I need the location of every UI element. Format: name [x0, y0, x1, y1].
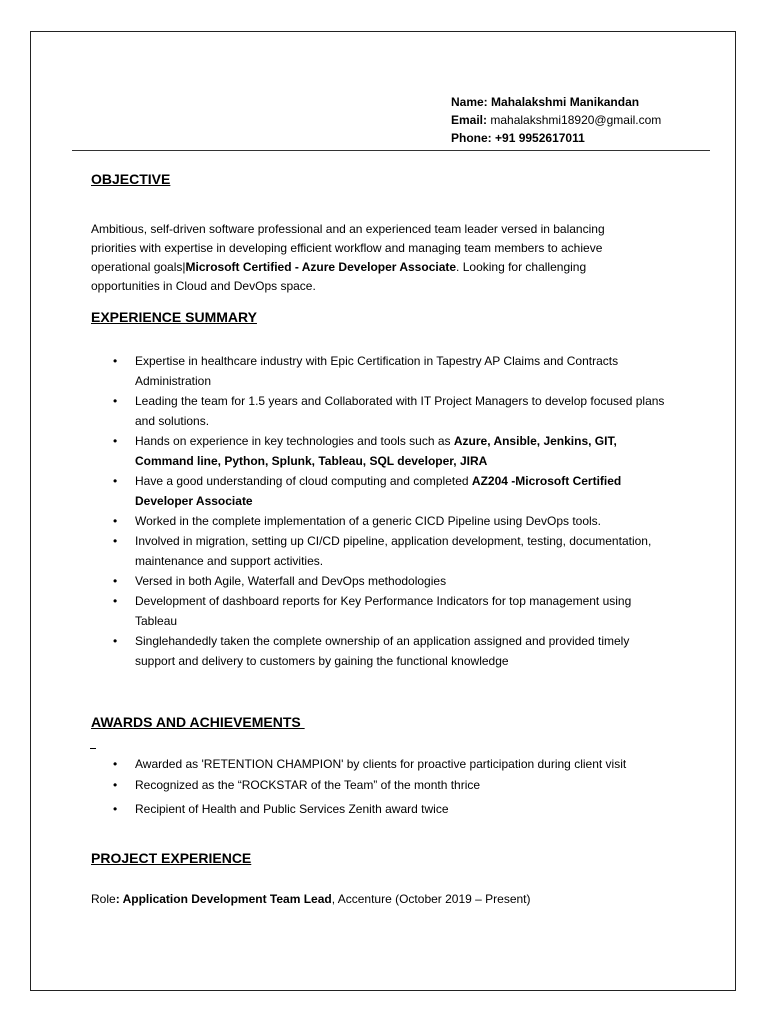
list-item [91, 471, 671, 511]
list-item-text: Recognized as the “ROCKSTAR of the Team” of the month thrice [135, 778, 481, 792]
bullet-icon: • [113, 757, 118, 771]
contact-phone [451, 129, 661, 147]
list-item-text: Versed in both Agile, Waterfall and DevOps methodologies [135, 574, 447, 588]
list-item [91, 571, 671, 591]
list-item-text: Involved in migration, setting up CI/CD pipeline, application development, testing, documentation, maintenance and support activities. [135, 534, 652, 568]
phone-label: Phone: [451, 131, 492, 145]
bullet-icon: • [113, 534, 118, 548]
header-divider [72, 150, 710, 151]
list-item [91, 775, 671, 795]
list-item [91, 531, 671, 571]
bullet-icon: • [113, 474, 118, 488]
list-item [91, 591, 671, 631]
list-item [91, 431, 671, 471]
email-value: mahalakshmi18920@gmail.com [490, 113, 662, 127]
name-value: Mahalakshmi Manikandan [491, 95, 640, 109]
list-item [91, 511, 671, 531]
contact-email [451, 111, 661, 129]
objective-text-bold: Microsoft Certified - Azure Developer Associate [185, 260, 457, 274]
role-label: Role [91, 892, 116, 906]
project-heading: PROJECT EXPERIENCE [91, 850, 252, 866]
list-item-text: Development of dashboard reports for Key Performance Indicators for top management using Tableau [135, 594, 632, 628]
list-item [91, 799, 671, 819]
objective-text-2: . Looking for challenging opportunities in Cloud and DevOps space. [91, 260, 587, 293]
list-item-bold: AZ204 -Microsoft Certified Developer Associate [135, 474, 622, 508]
list-item-bold: Azure, Ansible, Jenkins, GIT, Command line, Python, Splunk, Tableau, SQL developer, JIRA [135, 434, 617, 468]
phone-value: +91 9952617011 [495, 131, 585, 145]
list-item-text: Awarded as 'RETENTION CHAMPION' by clients for proactive participation during client visit [135, 757, 627, 771]
list-item [91, 631, 671, 671]
email-label: Email: [451, 113, 488, 127]
list-item-text: Hands on experience in key technologies and tools such as [135, 434, 454, 448]
list-item-text: Worked in the complete implementation of a generic CICD Pipeline using DevOps tools. [135, 514, 602, 528]
bullet-icon: • [113, 434, 118, 448]
list-item-text: Recipient of Health and Public Services Zenith award twice [135, 802, 449, 816]
bullet-icon: • [113, 574, 118, 588]
list-item-text: Leading the team for 1.5 years and Collaborated with IT Project Managers to develop focused plans and solutions. [135, 394, 665, 428]
role-details: , Accenture (October 2019 – Present) [331, 892, 531, 906]
list-item-text: Have a good understanding of cloud computing and completed [135, 474, 472, 488]
bullet-icon: • [113, 802, 118, 816]
stray-underscore [90, 748, 96, 749]
bullet-icon: • [113, 594, 118, 608]
bullet-icon: • [113, 354, 118, 368]
awards-heading: AWARDS AND ACHIEVEMENTS [91, 714, 305, 730]
role-title: : Application Development Team Lead [115, 892, 332, 906]
experience-list [91, 351, 671, 671]
objective-heading: OBJECTIVE [91, 171, 171, 187]
project-role [91, 890, 691, 909]
experience-heading: EXPERIENCE SUMMARY [91, 309, 257, 325]
contact-name [451, 93, 661, 111]
bullet-icon: • [113, 514, 118, 528]
bullet-icon: • [113, 634, 118, 648]
list-item-text: Singlehandedly taken the complete ownership of an application assigned and provided timely support and delivery to customers by gaining the functional knowledge [135, 634, 630, 668]
list-item-text: Expertise in healthcare industry with Epic Certification in Tapestry AP Claims and Contracts Administration [135, 354, 619, 388]
name-label: Name: [451, 95, 488, 109]
awards-list [91, 754, 671, 819]
contact-block [451, 93, 661, 147]
objective-text-1: Ambitious, self-driven software professional and an experienced team leader versed in balancing priorities with expertise in developing efficient workflow and managing team members to achieve operational goals| [91, 222, 605, 274]
list-item [91, 351, 671, 391]
list-item [91, 391, 671, 431]
bullet-icon: • [113, 778, 118, 792]
objective-text [91, 220, 651, 296]
list-item [91, 754, 671, 774]
bullet-icon: • [113, 394, 118, 408]
